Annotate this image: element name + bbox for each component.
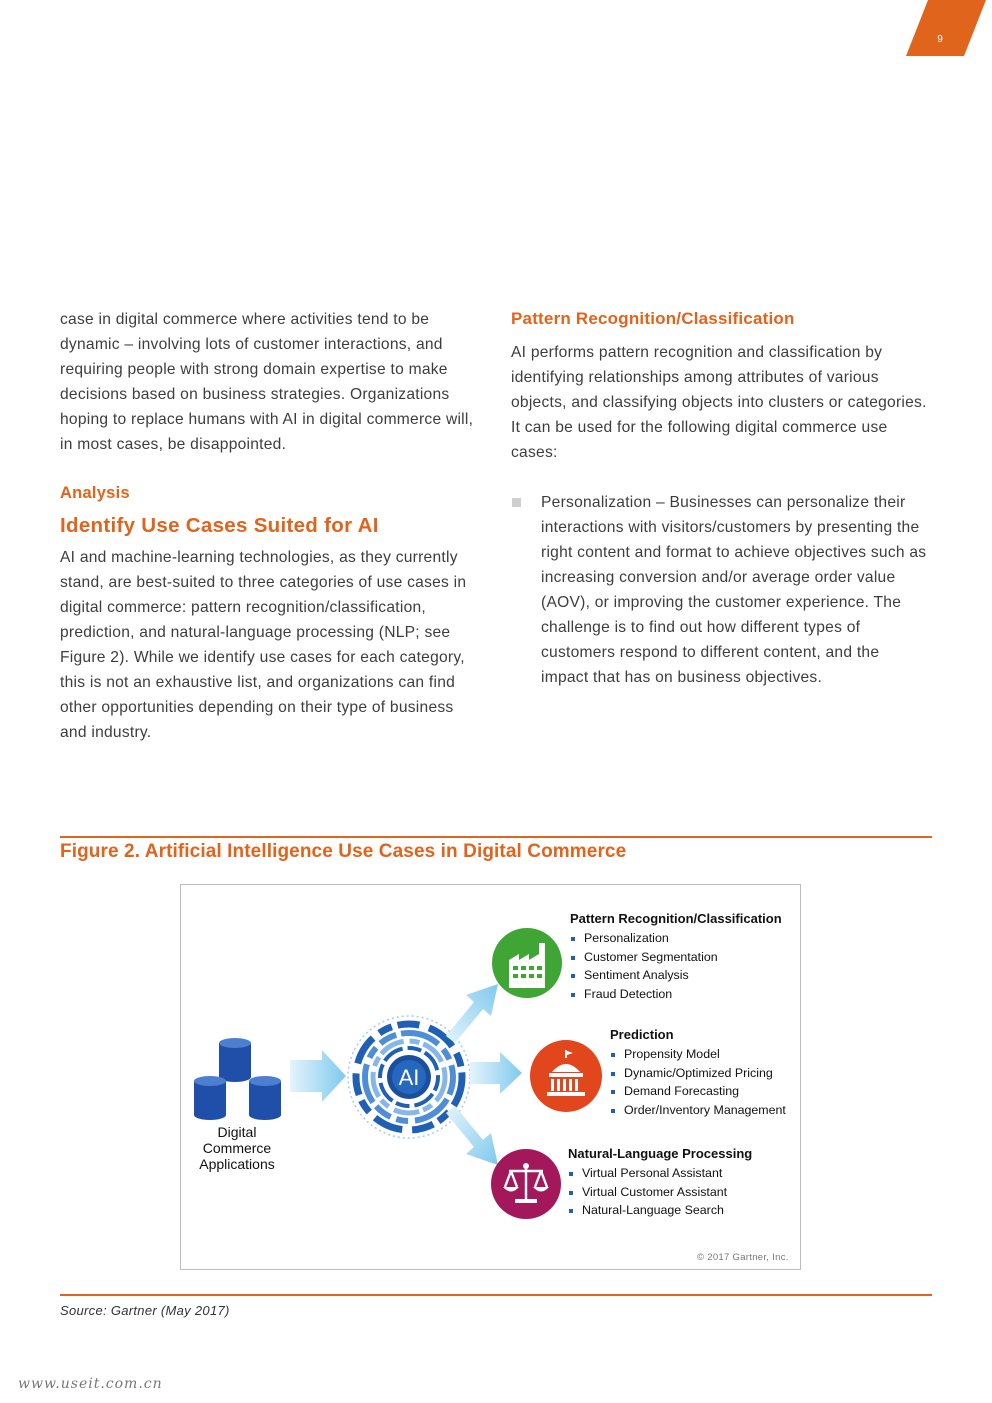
input-arrow bbox=[290, 1050, 346, 1102]
list-item: Demand Forecasting bbox=[610, 1082, 786, 1101]
pattern-recognition-paragraph: AI performs pattern recognition and classification by identifying relationships among attributes of various objects, and classifying objects into clusters or categories. It can be used for the following digital commerce use cases: bbox=[511, 344, 927, 461]
list-item: Dynamic/Optimized Pricing bbox=[610, 1064, 786, 1083]
category-title: Prediction bbox=[610, 1027, 674, 1042]
list-item: Order/Inventory Management bbox=[610, 1101, 786, 1120]
body-paragraph: AI and machine-learning technologies, as they currently stand, are best-suited to three categories of use cases in digital commerce: pattern recognition/classification, prediction, and natural-language processing (NLP; see Figure 2). While we identify use cases for each category, this is not an exhaustive list, and organizations can find other opportunities depending on their type of business and industry. bbox=[60, 549, 467, 741]
personalization-text: Personalization – Businesses can personalize their interactions with visitors/customers by presenting the right content and format to achieve objectives such as increasing conversion and/or average order value (AOV), or improving the customer experience. The challenge is to find out how different types of customers respond to different content, and the impact that has on business objectives. bbox=[541, 494, 927, 686]
pattern-recognition-heading: Pattern Recognition/Classification bbox=[511, 309, 795, 328]
intro-paragraph: case in digital commerce where activities tend to be dynamic – involving lots of customer interactions, and requiring people with strong domain expertise to make decisions based on business strategies. Organizations hoping to replace humans with AI in digital commerce will, in most cases, be disappointed. bbox=[60, 311, 474, 453]
factory-icon bbox=[492, 928, 562, 998]
figure-title: Figure 2. Artificial Intelligence Use Cases in Digital Commerce bbox=[60, 841, 627, 862]
arrow-to-prediction bbox=[470, 1052, 522, 1094]
list-item: Customer Segmentation bbox=[570, 948, 782, 967]
category-nlp bbox=[568, 1146, 752, 1220]
category-pattern-recognition bbox=[570, 911, 782, 1004]
section-title: Identify Use Cases Suited for AI bbox=[60, 514, 379, 537]
list-item: Virtual Customer Assistant bbox=[568, 1183, 752, 1202]
arrow-to-nlp bbox=[446, 1106, 498, 1165]
watermark: www.useit.com.cn bbox=[18, 1376, 163, 1392]
analysis-label: Analysis bbox=[60, 484, 130, 502]
list-item: Personalization bbox=[570, 929, 782, 948]
source-caption: Source: Gartner (May 2017) bbox=[60, 1303, 230, 1318]
digital-commerce-caption: Digital Commerce Applications bbox=[199, 1124, 275, 1172]
figure-copyright: © 2017 Gartner, Inc. bbox=[697, 1252, 789, 1263]
category-title: Pattern Recognition/Classification bbox=[570, 911, 782, 926]
list-item: Virtual Personal Assistant bbox=[568, 1164, 752, 1183]
list-item: Sentiment Analysis bbox=[570, 966, 782, 985]
list-item: Propensity Model bbox=[610, 1045, 786, 1064]
arrow-to-pattern-recognition bbox=[446, 984, 498, 1043]
list-item: Fraud Detection bbox=[570, 985, 782, 1004]
ai-label: AI bbox=[398, 1065, 420, 1090]
capitol-building-icon bbox=[530, 1040, 602, 1112]
page-number: 9 bbox=[937, 34, 943, 45]
category-prediction bbox=[610, 1027, 786, 1120]
scales-icon bbox=[491, 1149, 561, 1219]
list-item: Natural-Language Search bbox=[568, 1201, 752, 1220]
database-icon bbox=[194, 1038, 281, 1120]
figure-bottom-rule bbox=[60, 1294, 932, 1296]
category-title: Natural-Language Processing bbox=[568, 1146, 753, 1161]
